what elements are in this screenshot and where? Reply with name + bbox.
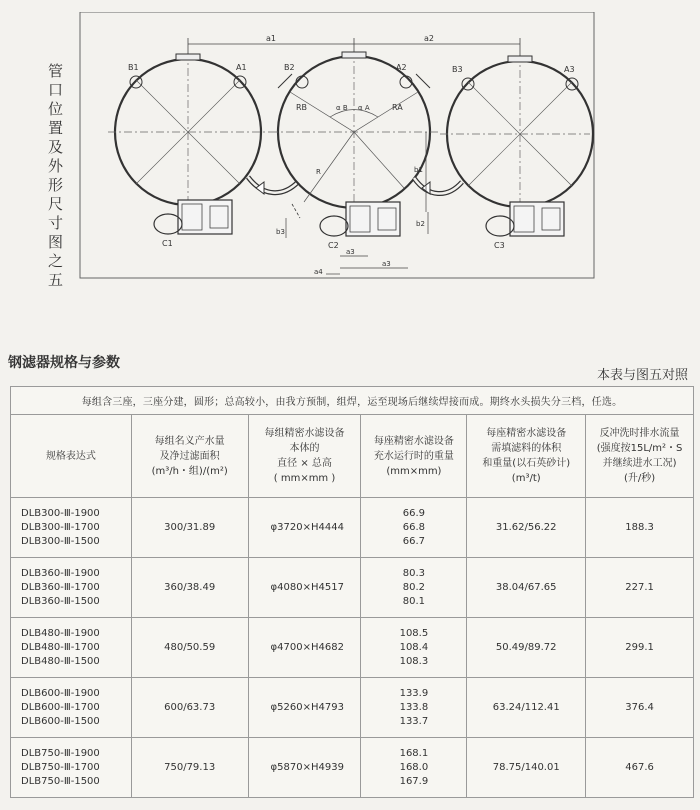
cell-capacity: 300/31.89 bbox=[131, 498, 248, 558]
dim-rb-label: RB bbox=[296, 103, 308, 112]
dim-a1-label: a1 bbox=[266, 34, 276, 43]
header-body-dims: 每组精密水滤设备 本体的 直径 × 总高 ( mm×mm ) bbox=[248, 415, 361, 498]
cell-models: DLB600-Ⅲ-1900 DLB600-Ⅲ-1700 DLB600-Ⅲ-1500 bbox=[11, 678, 132, 738]
table-row bbox=[11, 558, 694, 618]
dim-a4-label: a4 bbox=[314, 268, 323, 276]
cell-capacity: 600/63.73 bbox=[131, 678, 248, 738]
cell-dims: φ3720×H4444 bbox=[248, 498, 361, 558]
table-note: 本表与图五对照 bbox=[596, 368, 688, 383]
dim-ra-label: RA bbox=[392, 103, 403, 112]
cell-weights: 80.3 80.2 80.1 bbox=[361, 558, 467, 618]
dim-a3-label-2: a3 bbox=[382, 260, 391, 268]
cell-media: 78.75/140.01 bbox=[467, 738, 586, 798]
nozzle-b1: B1 bbox=[128, 63, 139, 72]
header-model: 规格表达式 bbox=[11, 415, 132, 498]
cell-weights: 168.1 168.0 167.9 bbox=[361, 738, 467, 798]
header-backwash: 反冲洗时排水流量 (强度按15L/m²・S 并继续进水工况) (升/秒) bbox=[586, 415, 694, 498]
cell-models: DLB750-Ⅲ-1900 DLB750-Ⅲ-1700 DLB750-Ⅲ-1500 bbox=[11, 738, 132, 798]
cell-media: 50.49/89.72 bbox=[467, 618, 586, 678]
drawing-frame bbox=[80, 12, 594, 278]
angle-b-label: α B bbox=[336, 104, 348, 112]
cell-dims: φ5870×H4939 bbox=[248, 738, 361, 798]
cell-dims: φ4700×H4682 bbox=[248, 618, 361, 678]
tank-3 bbox=[440, 54, 593, 250]
diagram-side-caption: 管口位置及外形尺寸图之五 bbox=[48, 62, 64, 289]
table-row bbox=[11, 498, 694, 558]
filter-layout-diagram bbox=[0, 0, 700, 330]
cell-models: DLB480-Ⅲ-1900 DLB480-Ⅲ-1700 DLB480-Ⅲ-1500 bbox=[11, 618, 132, 678]
cell-backwash: 188.3 bbox=[586, 498, 694, 558]
cell-models: DLB360-Ⅲ-1900 DLB360-Ⅲ-1700 DLB360-Ⅲ-1500 bbox=[11, 558, 132, 618]
dim-b1-label: b1 bbox=[414, 166, 423, 174]
nozzle-c3: C3 bbox=[494, 241, 505, 250]
nozzle-a2: A2 bbox=[396, 63, 407, 72]
table-row bbox=[11, 618, 694, 678]
cell-backwash: 227.1 bbox=[586, 558, 694, 618]
cell-capacity: 750/79.13 bbox=[131, 738, 248, 798]
header-weight: 每座精密水滤设备 充水运行时的重量 (mm×mm) bbox=[361, 415, 467, 498]
table-row bbox=[11, 738, 694, 798]
section-title: 钢滤器规格与参数 bbox=[8, 355, 120, 371]
nozzle-a3: A3 bbox=[564, 65, 575, 74]
dim-r-label: R bbox=[316, 168, 321, 176]
cell-dims: φ5260×H4793 bbox=[248, 678, 361, 738]
table-general-note: 每组含三座，三座分建，圆形；总高较小，由我方预制，组焊，运至现场后继续焊接而成。期终水头损失分三档，任选。 bbox=[11, 387, 694, 415]
header-capacity: 每组名义产水量 及净过滤面积 (m³/h・组)/(m²) bbox=[131, 415, 248, 498]
cell-capacity: 360/38.49 bbox=[131, 558, 248, 618]
dim-b3-label: b3 bbox=[276, 228, 285, 236]
spec-table bbox=[10, 386, 694, 798]
header-media: 每座精密水滤设备 需填滤料的体积 和重量(以石英砂计) (m³/t) bbox=[467, 415, 586, 498]
nozzle-a1: A1 bbox=[236, 63, 247, 72]
nozzle-b3: B3 bbox=[452, 65, 463, 74]
nozzle-c2: C2 bbox=[328, 241, 339, 250]
cell-capacity: 480/50.59 bbox=[131, 618, 248, 678]
table-note-row bbox=[11, 387, 694, 415]
cell-weights: 66.9 66.8 66.7 bbox=[361, 498, 467, 558]
cell-weights: 133.9 133.8 133.7 bbox=[361, 678, 467, 738]
cell-backwash: 467.6 bbox=[586, 738, 694, 798]
nozzle-b2: B2 bbox=[284, 63, 295, 72]
cell-media: 63.24/112.41 bbox=[467, 678, 586, 738]
tank-2 bbox=[270, 50, 438, 250]
dim-a2-label: a2 bbox=[424, 34, 434, 43]
dim-a3-label-1: a3 bbox=[346, 248, 355, 256]
cell-models: DLB300-Ⅲ-1900 DLB300-Ⅲ-1700 DLB300-Ⅲ-1500 bbox=[11, 498, 132, 558]
cell-dims: φ4080×H4517 bbox=[248, 558, 361, 618]
cell-weights: 108.5 108.4 108.3 bbox=[361, 618, 467, 678]
table-row bbox=[11, 678, 694, 738]
tank-drawing bbox=[78, 12, 598, 282]
cell-media: 38.04/67.65 bbox=[467, 558, 586, 618]
table-header-row bbox=[11, 415, 694, 498]
angle-a-label: α A bbox=[358, 104, 370, 112]
nozzle-c1: C1 bbox=[162, 239, 173, 248]
cell-backwash: 299.1 bbox=[586, 618, 694, 678]
tank-1 bbox=[108, 52, 270, 248]
cell-backwash: 376.4 bbox=[586, 678, 694, 738]
cell-media: 31.62/56.22 bbox=[467, 498, 586, 558]
dim-b2-label: b2 bbox=[416, 220, 425, 228]
